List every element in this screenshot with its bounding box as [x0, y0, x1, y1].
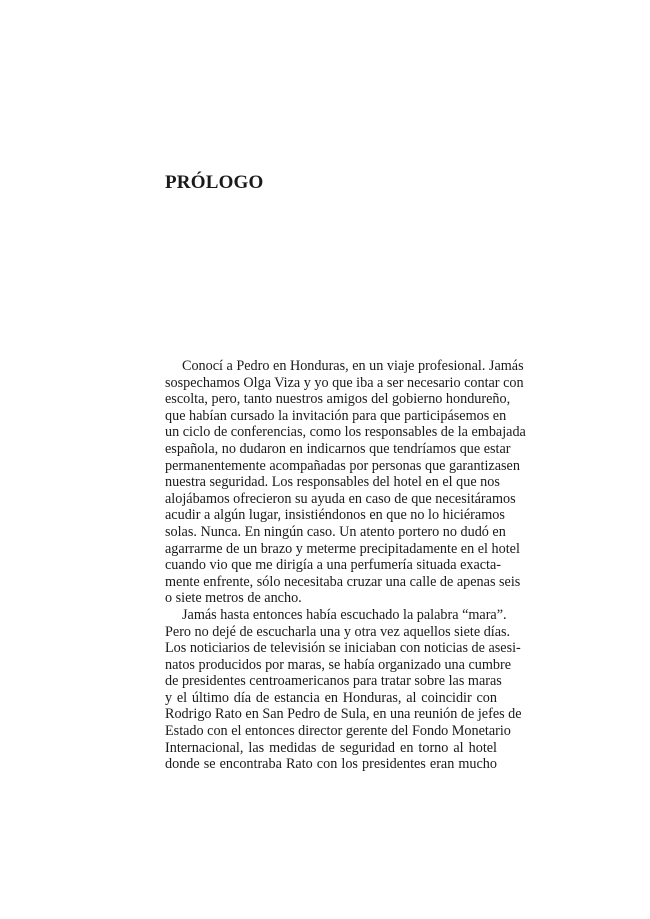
- text-line: sospechamos Olga Viza y yo que iba a ser necesario contar con: [165, 374, 524, 391]
- text-line: y el último día de estancia en Honduras, al coincidir con: [165, 689, 497, 706]
- text-line: Internacional, las medidas de seguridad en torno al hotel: [165, 739, 497, 756]
- text-line: cuando vio que me dirigía a una perfumería situada exacta-: [165, 557, 502, 574]
- text-line: Pero no dejé de escucharla una y otra vez aquellos siete días.: [165, 623, 511, 640]
- text-line: nuestra seguridad. Los responsables del hotel en el que nos: [165, 474, 500, 491]
- text-line: Estado con el entonces director gerente del Fondo Monetario: [165, 723, 511, 740]
- text-line: que habían cursado la invitación para que participásemos en: [165, 407, 507, 424]
- text-line: acudir a algún lugar, insistiéndonos en que no lo hiciéramos: [165, 507, 505, 524]
- text-line: agarrarme de un brazo y meterme precipitadamente en el hotel: [165, 540, 520, 557]
- text-line: donde se encontraba Rato con los presidentes eran mucho: [165, 756, 497, 773]
- text-line: escolta, pero, tanto nuestros amigos del gobierno hondureño,: [165, 391, 511, 408]
- text-line: mente enfrente, sólo necesitaba cruzar una calle de apenas seis: [165, 573, 521, 590]
- chapter-title: PRÓLOGO: [165, 172, 264, 193]
- text-line: natos producidos por maras, se había organizado una cumbre: [165, 656, 512, 673]
- text-line: española, no dudaron en indicarnos que tendríamos que estar: [165, 440, 511, 457]
- chapter-body: [165, 358, 526, 773]
- text-line: Jamás hasta entonces había escuchado la palabra “mara”.: [182, 606, 507, 623]
- text-line: permanentemente acompañadas por personas que garantizasen: [165, 457, 520, 474]
- text-line: Rodrigo Rato en San Pedro de Sula, en una reunión de jefes de: [165, 706, 522, 723]
- text-line: de presidentes centroamericanos para tratar sobre las maras: [165, 673, 502, 690]
- text-line: Los noticiarios de televisión se iniciaban con noticias de asesi-: [165, 640, 521, 657]
- text-line: solas. Nunca. En ningún caso. Un atento portero no dudó en: [165, 523, 506, 540]
- text-line: Conocí a Pedro en Honduras, en un viaje profesional. Jamás: [182, 358, 524, 374]
- text-line: un ciclo de conferencias, como los responsables de la embajada: [165, 424, 526, 441]
- text-line: alojábamos ofrecieron su ayuda en caso de que necesitáramos: [165, 490, 516, 507]
- text-line: o siete metros de ancho.: [165, 590, 302, 607]
